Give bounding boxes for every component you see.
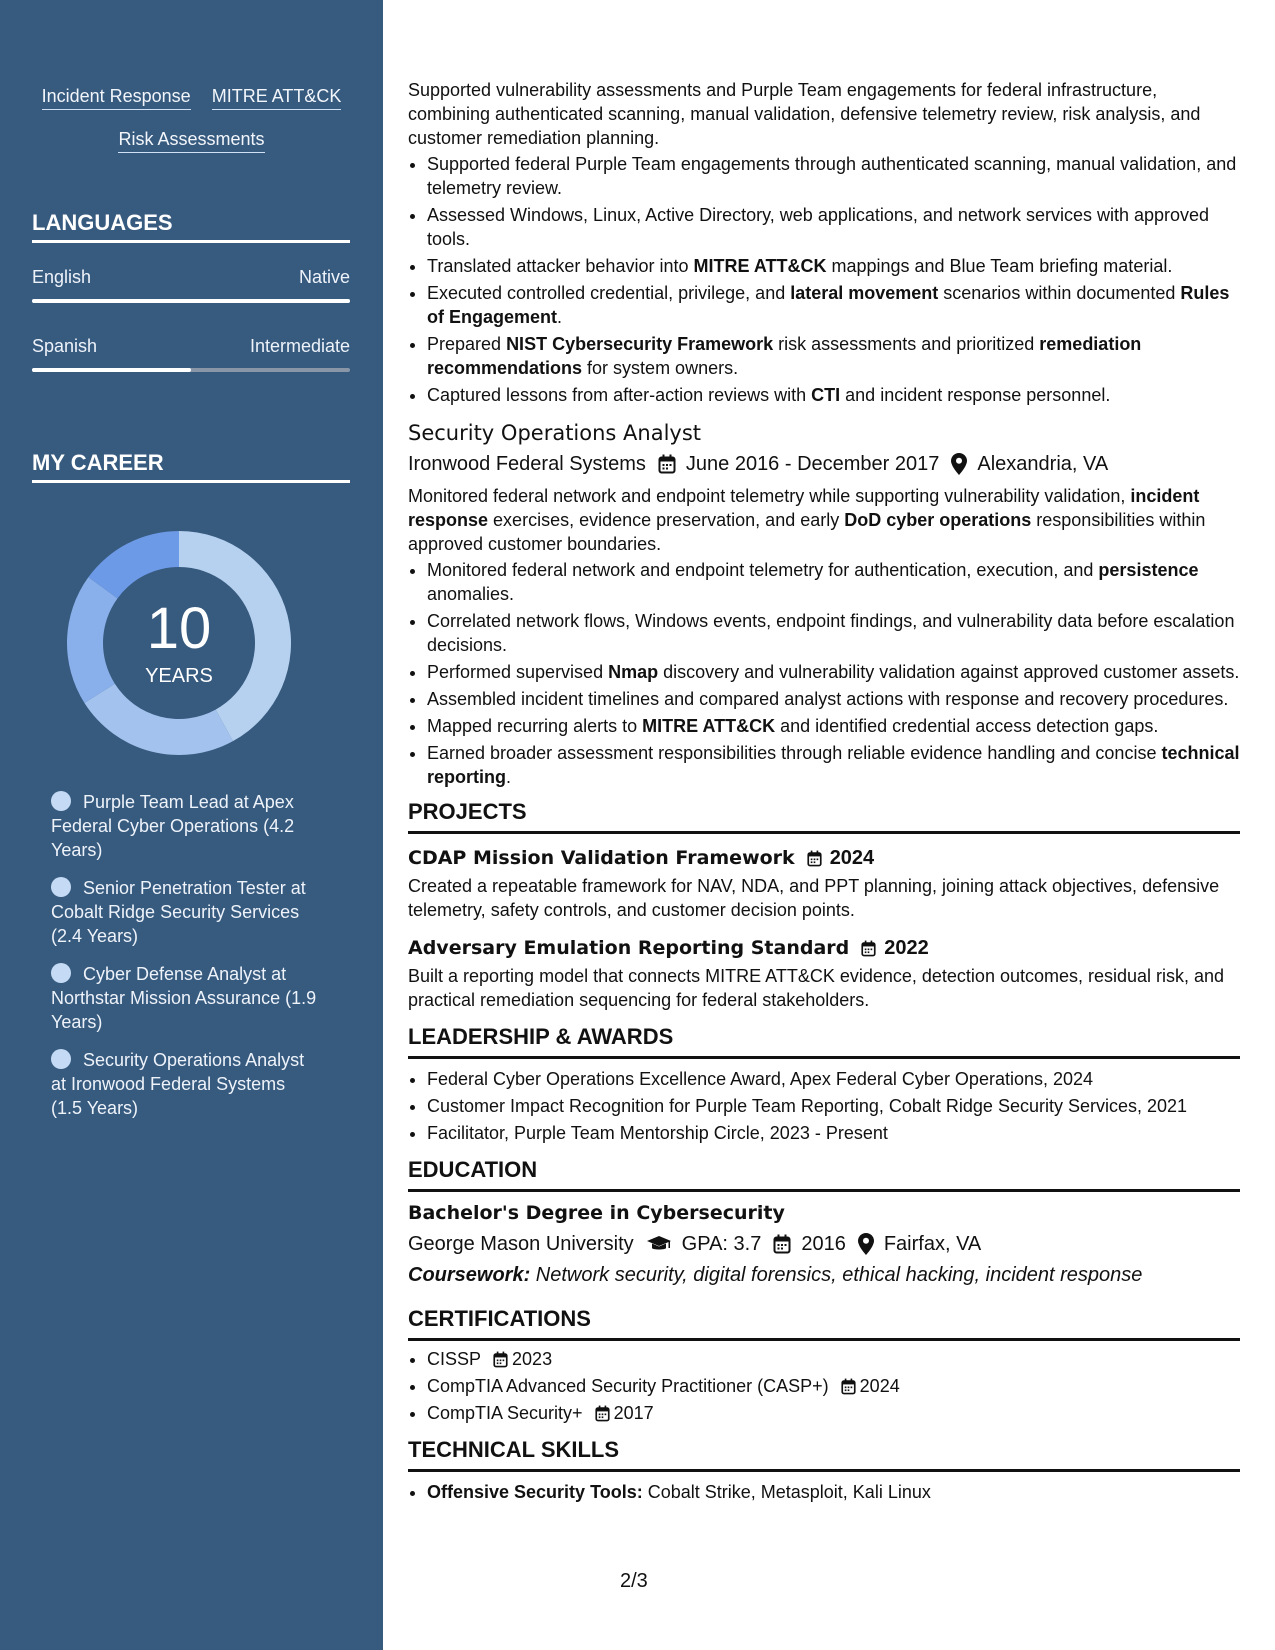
list-item: • Earned broader assessment responsibilities through reliable evidence handling and concise technical reporting. <box>427 741 1240 789</box>
project-year: 2022 <box>884 937 929 959</box>
list-item: • Executed controlled credential, privilege, and lateral movement scenarios within documented Rules of Engagement. <box>427 281 1240 329</box>
job-meta <box>408 448 1240 480</box>
leadership-list <box>408 1067 1240 1145</box>
skills-list <box>408 1480 1240 1504</box>
list-item: • Assembled incident timelines and compared analyst actions with response and recovery procedures. <box>427 687 1240 711</box>
certification-year: 2024 <box>859 1376 900 1396</box>
language-name: Spanish <box>32 336 98 356</box>
degree-title: Bachelor's Degree in Cybersecurity <box>408 1202 785 1224</box>
leadership-heading: LEADERSHIP & AWARDS <box>408 1022 1240 1059</box>
school-location: Fairfax, VA <box>883 1233 982 1255</box>
school-name: George Mason University <box>408 1233 634 1255</box>
calendar-icon <box>595 1405 610 1422</box>
job-dates: June 2016 - December 2017 <box>685 453 940 475</box>
calendar-icon <box>658 454 676 474</box>
language-row-spanish <box>32 336 350 357</box>
list-item: • Prepared NIST Cybersecurity Framework risk assessments and prioritized remediation recommendations for system owners. <box>427 332 1240 380</box>
certification-name: • CISSP <box>427 1349 482 1369</box>
career-legend-label: Purple Team Lead at Apex Federal Cyber Operations (4.2 Years) <box>51 792 295 860</box>
page-number: 2/3 <box>620 1570 648 1592</box>
language-bar-spanish <box>32 368 350 372</box>
list-item: • Correlated network flows, Windows events, endpoint findings, and vulnerability data before escalation decisions. <box>427 609 1240 657</box>
education-meta <box>408 1228 1240 1260</box>
list-item: • Assessed Windows, Linux, Active Directory, web applications, and network services with approved tools. <box>427 203 1240 251</box>
coursework-text: Network security, digital forensics, ethical hacking, incident response <box>530 1264 1143 1286</box>
language-row-english <box>32 267 350 288</box>
job-location: Alexandria, VA <box>977 453 1109 475</box>
calendar-icon <box>841 1378 856 1395</box>
list-item: • Supported federal Purple Team engagements through authenticated scanning, manual validation, and telemetry review. <box>427 152 1240 200</box>
list-item: • Performed supervised Nmap discovery and vulnerability validation against approved customer assets. <box>427 660 1240 684</box>
legend-dot-icon <box>51 877 71 897</box>
career-legend-label: Senior Penetration Tester at Cobalt Ridge Security Services (2.4 Years) <box>51 878 306 946</box>
list-item: • Captured lessons from after-action reviews with CTI and incident response personnel. <box>427 383 1240 407</box>
company-name: Ironwood Federal Systems <box>408 453 646 475</box>
career-legend-item <box>51 790 321 862</box>
career-legend-item <box>51 876 321 948</box>
certifications-heading: CERTIFICATIONS <box>408 1304 1240 1341</box>
certification-year: 2017 <box>613 1403 654 1423</box>
graduation-year: 2016 <box>801 1233 846 1255</box>
language-bar-english <box>32 299 350 303</box>
language-level: Native <box>298 267 350 287</box>
list-item: • Monitored federal network and endpoint telemetry for authentication, execution, and persistence anomalies. <box>427 558 1240 606</box>
career-legend-item <box>51 1048 321 1120</box>
project-year: 2024 <box>829 847 875 869</box>
coursework <box>408 1260 1240 1290</box>
job-summary: Supported vulnerability assessments and Purple Team engagements for federal infrastructure, combining authenticated scanning, manual validation, defensive telemetry review, risk analysis, and customer remediation planning. <box>408 80 1201 148</box>
career-legend-label: Security Operations Analyst at Ironwood Federal Systems (1.5 Years) <box>51 1050 305 1118</box>
main-content <box>408 78 1240 1507</box>
education-heading: EDUCATION <box>408 1155 1240 1192</box>
job-bullets <box>408 558 1240 789</box>
language-bar-fill <box>32 368 191 372</box>
job-summary: Monitored federal network and endpoint telemetry while supporting vulnerability validation, incident response exercises, evidence preservation, and early DoD cyber operations responsibilities within approved customer boundaries. <box>408 486 1206 554</box>
coursework-label: Coursework: <box>408 1264 531 1286</box>
career-donut-segment <box>84 684 233 755</box>
career-legend-label: Cyber Defense Analyst at Northstar Mission Assurance (1.9 Years) <box>51 964 317 1032</box>
projects-list <box>408 842 1240 1012</box>
calendar-icon <box>493 1351 508 1368</box>
career-heading: MY CAREER <box>32 450 350 483</box>
legend-dot-icon <box>51 791 71 811</box>
location-pin-icon <box>951 453 967 475</box>
project-description: Created a repeatable framework for NAV, NDA, and PPT planning, joining attack objectives, defensive telemetry, safety controls, and customer decision points. <box>408 876 1220 920</box>
job-bullets <box>408 152 1240 407</box>
language-bar-fill <box>32 299 350 303</box>
skill-tags-row-1 <box>0 86 383 110</box>
graduation-cap-icon <box>646 1234 672 1254</box>
job-title: Security Operations Analyst <box>408 421 702 445</box>
language-level: Intermediate <box>249 336 350 356</box>
career-legend-item <box>51 962 321 1034</box>
legend-dot-icon <box>51 963 71 983</box>
skill-tags-row-2 <box>0 129 383 153</box>
certification-item <box>427 1374 1240 1398</box>
skill-tag: Incident Response <box>42 86 191 110</box>
certification-year: 2023 <box>512 1349 553 1369</box>
career-total-unit: YEARS <box>145 665 213 687</box>
list-item: • Federal Cyber Operations Excellence Award, Apex Federal Cyber Operations, 2024 <box>427 1067 1240 1091</box>
calendar-icon <box>861 940 876 957</box>
project-description: Built a reporting model that connects MITRE ATT&CK evidence, detection outcomes, residual risk, and practical remediation sequencing for federal stakeholders. <box>408 966 1225 1010</box>
sidebar <box>0 0 383 1650</box>
career-legend <box>51 790 321 1134</box>
language-name: English <box>32 267 92 287</box>
list-item: • Facilitator, Purple Team Mentorship Circle, 2023 - Present <box>427 1121 1240 1145</box>
project-title-row <box>408 932 1240 964</box>
skill-tag: MITRE ATT&CK <box>212 86 342 110</box>
skills-heading: TECHNICAL SKILLS <box>408 1435 1240 1472</box>
list-item: • Offensive Security Tools: Cobalt Strike, Metasploit, Kali Linux <box>427 1480 1240 1504</box>
legend-dot-icon <box>51 1049 71 1069</box>
certification-item <box>427 1401 1240 1425</box>
list-item: • Mapped recurring alerts to MITRE ATT&CK and identified credential access detection gaps. <box>427 714 1240 738</box>
project-title: Adversary Emulation Reporting Standard <box>408 937 850 959</box>
calendar-icon <box>807 850 822 867</box>
languages-heading: LANGUAGES <box>32 210 350 243</box>
list-item: • Translated attacker behavior into MITRE ATT&CK mappings and Blue Team briefing material. <box>427 254 1240 278</box>
project-title: CDAP Mission Validation Framework <box>408 847 795 869</box>
certification-name: • CompTIA Security+ <box>427 1403 583 1423</box>
skill-tag: Risk Assessments <box>118 129 264 153</box>
location-pin-icon <box>858 1233 874 1255</box>
certification-item <box>427 1347 1240 1371</box>
gpa: GPA: 3.7 <box>681 1233 762 1255</box>
list-item: • Customer Impact Recognition for Purple Team Reporting, Cobalt Ridge Security Services, 2021 <box>427 1094 1240 1118</box>
certification-name: • CompTIA Advanced Security Practitioner (CASP+) <box>427 1376 829 1396</box>
calendar-icon <box>773 1234 791 1254</box>
project-title-row <box>408 842 1240 874</box>
projects-heading: PROJECTS <box>408 797 1240 834</box>
certifications-list <box>408 1347 1240 1425</box>
career-total-years: 10 <box>146 596 212 661</box>
